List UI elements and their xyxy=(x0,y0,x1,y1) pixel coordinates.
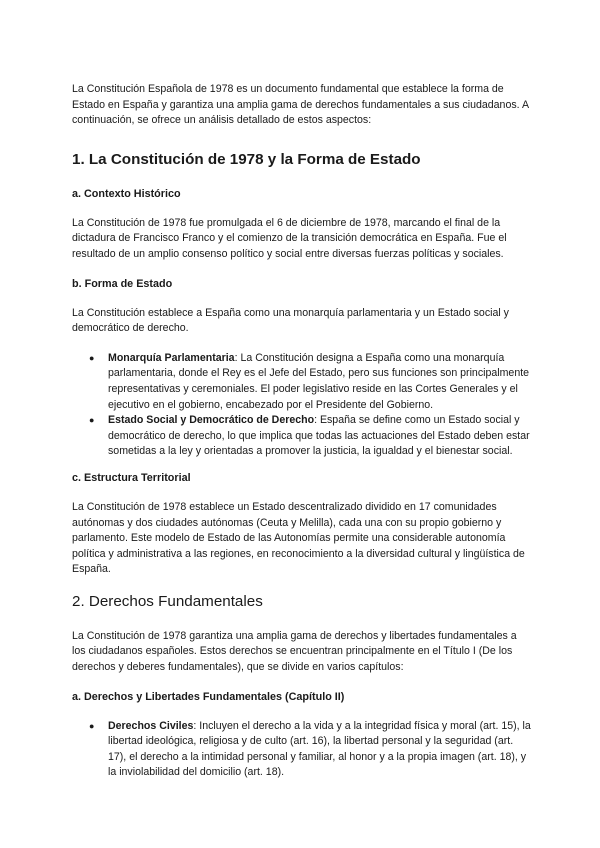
section-1-heading: 1. La Constitución de 1978 y la Forma de Estado xyxy=(72,150,421,168)
list-item xyxy=(72,719,532,781)
bullet-icon: ● xyxy=(89,720,95,731)
subsection-1c-heading: c. Estructura Territorial xyxy=(72,471,191,484)
subsection-1a-heading: a. Contexto Histórico xyxy=(72,187,181,200)
document-page xyxy=(72,82,532,792)
subsection-2a-heading: a. Derechos y Libertades Fundamentales (Capítulo II) xyxy=(72,690,345,703)
subsection-1b-paragraph: La Constitución establece a España como una monarquía parlamentaria y un Estado social y democrático de derecho. xyxy=(72,306,509,335)
list-item-term: Estado Social y Democrático de Derecho xyxy=(108,414,315,427)
section-2-paragraph: La Constitución de 1978 garantiza una amplia gama de derechos y libertades fundamentales a los ciudadanos españoles. Estos derechos se encuentran principalmente en el Título I (De los derechos y deberes fundamentales), que se divide en varios capítulos: xyxy=(72,629,517,674)
subsection-1a-paragraph: La Constitución de 1978 fue promulgada el 6 de diciembre de 1978, marcando el final de la dictadura de Francisco Franco y el comienzo de la transición democrática en España. Fue el resultado de un amplio consenso político y social entre diversas fuerzas políticas y sociales. xyxy=(72,216,507,260)
subsection-2a-list xyxy=(72,719,532,781)
subsection-1b-list xyxy=(72,351,532,460)
subsection-1b-heading: b. Forma de Estado xyxy=(72,277,173,290)
list-item-term: Monarquía Parlamentaria xyxy=(108,351,235,364)
bullet-icon: ● xyxy=(89,352,95,363)
list-item xyxy=(72,413,532,460)
bullet-icon: ● xyxy=(89,415,95,426)
section-2-heading: 2. Derechos Fundamentales xyxy=(72,592,263,610)
list-item-text: : España se define como un Estado social y democrático de derecho, lo que implica que todas las actuaciones del Estado deben estar sometidas a la ley y orientadas a promover la justicia, la igualdad y el bienestar social. xyxy=(108,414,530,458)
subsection-1c-paragraph: La Constitución de 1978 establece un Estado descentralizado dividido en 17 comunidades autónomas y dos ciudades autónomas (Ceuta y Melilla), cada una con su propio gobierno y parlamento. Este modelo de Estado de las Autonomías permite una considerable autonomía política y administrativa a las regiones, en reconocimiento a la diversidad cultural y lingüística de España. xyxy=(72,500,525,576)
list-item xyxy=(72,351,532,413)
list-item-term: Derechos Civiles xyxy=(108,719,194,732)
list-item-text: : Incluyen el derecho a la vida y a la integridad física y moral (art. 15), la libertad ideológica, religiosa y de culto (art. 16), la libertad personal y la seguridad (art. 17), el derecho a la intimidad personal y familiar, al honor y a la propia imagen (art. 18), y la inviolabilidad del domicilio (art. 18). xyxy=(108,719,531,779)
list-item-text: : La Constitución designa a España como una monarquía parlamentaria, donde el Rey es el Jefe del Estado, pero sus funciones son principalmente representativas y ceremoniales. El poder legislativo reside en las Cortes Generales y el ejecutivo en el gobierno, encabezado por el Presidente del Gobierno. xyxy=(108,351,530,411)
intro-paragraph: La Constitución Española de 1978 es un documento fundamental que establece la forma de Estado en España y garantiza una amplia gama de derechos fundamentales a sus ciudadanos. A continuación, se ofrece un análisis detallado de estos aspectos: xyxy=(72,83,529,127)
